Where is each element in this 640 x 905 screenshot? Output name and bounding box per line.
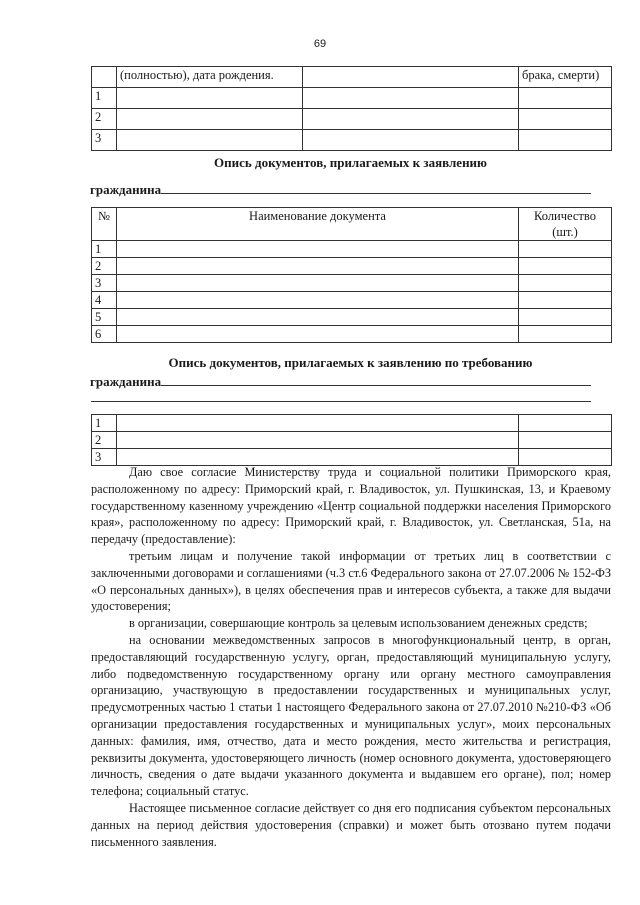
paragraph: в организации, совершающие контроль за целевым использованием денежных средств;	[129, 616, 588, 631]
table-row	[92, 241, 612, 258]
table-row	[92, 67, 612, 88]
row-number: 3	[92, 275, 117, 292]
row-number: 2	[92, 109, 117, 130]
table-row	[92, 449, 612, 466]
requested-documents-table	[91, 414, 612, 466]
table-row	[92, 292, 612, 309]
fill-in-line	[161, 373, 591, 386]
table-row	[92, 109, 612, 130]
row-number: 5	[92, 309, 117, 326]
citizen-line	[90, 181, 611, 198]
row-number: 1	[92, 415, 117, 432]
table-continued	[91, 66, 612, 151]
table-row	[92, 275, 612, 292]
table-row	[92, 130, 612, 151]
table-row	[92, 432, 612, 449]
consent-text	[91, 464, 611, 850]
row-number: 1	[92, 241, 117, 258]
row-number: 2	[92, 432, 117, 449]
table-row	[92, 415, 612, 432]
row-number: 4	[92, 292, 117, 309]
citizen-label: гражданина	[90, 374, 162, 389]
paragraph: Даю свое согласие Министерству труда и социальной политики Приморского края, расположенному по адресу: Приморский край, г. Владивосток, ул. Пушкинская, 13, и Краевому государственному казенному учреждению «Центр социальной поддержки населения Приморского края», расположенному по адресу: Приморский край, г. Владивосток, ул. Светланская, 51а, на передачу (предоставление):	[91, 465, 611, 547]
row-number: 2	[92, 258, 117, 275]
paragraph: на основании межведомственных запросов в многофункциональный центр, в орган, предоставляющий государственную услугу, орган, предоставляющий муниципальную услугу, либо подведомственную государственному органу или органу местного самоуправления организацию, участвующую в предоставлении государственных и муниципальных услуг, предусмотренных частью 1 статьи 1 настоящего Федерального закона от 27.07.2010 №210-ФЗ «Об организации предоставления государственных и муниципальных услуг», моих персональных данных: фамилия, имя, отчество, дата и место рождения, место жительства и регистрация, реквизиты документа, удостоверяющего личность (номер основного документа, удостоверяющего личность, сведения о дате выдачи указанного документа и выдавшем его органе), пол; номер телефона; социальный статус.	[91, 632, 611, 799]
table-row	[92, 309, 612, 326]
table-cell: брака, смерти)	[519, 67, 612, 88]
column-header: Наименование документа	[117, 208, 519, 241]
column-header: №	[92, 208, 117, 241]
table-row	[92, 88, 612, 109]
row-number: 1	[92, 88, 117, 109]
fill-in-line	[91, 401, 591, 402]
table-row	[92, 258, 612, 275]
table-cell: (полностью), дата рождения.	[117, 67, 303, 88]
citizen-line	[90, 373, 611, 390]
section-title: Опись документов, прилагаемых к заявлению по требованию	[168, 355, 533, 370]
row-number: 3	[92, 449, 117, 466]
table-header-row	[92, 208, 612, 241]
paragraph: Настоящее письменное согласие действует со дня его подписания субъектом персональных данных на период действия удостоверения (справки) и может быть отозвано путем подачи письменного заявления.	[91, 800, 611, 849]
row-number: 3	[92, 130, 117, 151]
row-number: 6	[92, 326, 117, 343]
table-cell	[92, 67, 117, 88]
table-cell	[303, 67, 519, 88]
column-header: Количество (шт.)	[519, 208, 612, 241]
section-title: Опись документов, прилагаемых к заявлению	[214, 155, 487, 170]
table-row	[92, 326, 612, 343]
documents-table	[91, 207, 612, 343]
citizen-label: гражданина	[90, 182, 162, 197]
fill-in-line	[161, 181, 591, 194]
page-number: 69	[313, 38, 327, 50]
paragraph: третьим лицам и получение такой информации от третьих лиц в соответствии с заключенными договорами и соглашениями (ч.3 ст.6 Федерального закона от 27.07.2006 № 152-ФЗ «О персональных данных»), в целях обеспечения прав и интересов субъекта, а также для выдачи удостоверения;	[91, 548, 611, 614]
